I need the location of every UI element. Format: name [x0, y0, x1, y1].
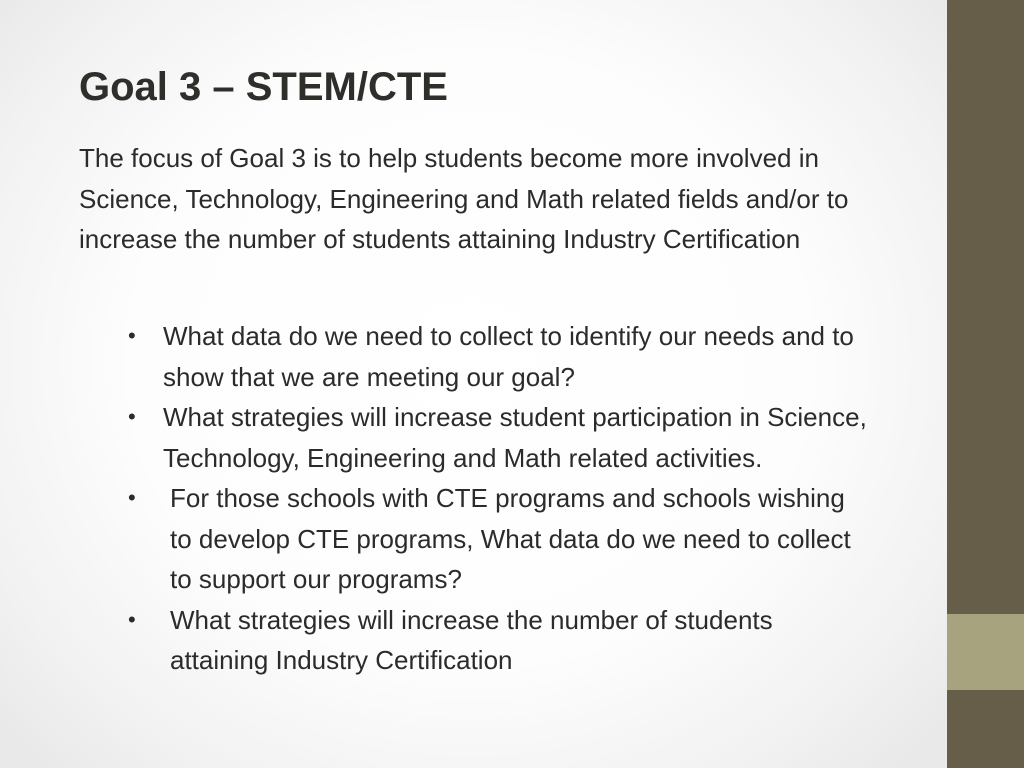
- bullet-dot-icon: •: [128, 323, 136, 348]
- slide-title: Goal 3 – STEM/CTE: [79, 65, 448, 109]
- bullet-dot-icon: •: [128, 606, 136, 632]
- side-accent-block: [947, 614, 1024, 690]
- intro-paragraph: The focus of Goal 3 is to help students become more involved in Science, Technology, Engineering and Math related fields and/or to increase the number of students attaining Industry Certification: [79, 143, 849, 254]
- bullet-dot-icon: •: [128, 404, 136, 429]
- bullet-text: For those schools with CTE programs and schools wishing to develop CTE programs, What data do we need to collect to support our programs?: [170, 483, 851, 594]
- bullet-text: What strategies will increase student participation in Science, Technology, Engineering and Math related activities.: [163, 402, 867, 473]
- bullet-text: What strategies will increase the number of students attaining Industry Certification: [170, 604, 773, 675]
- bullet-item: [0, 478, 851, 600]
- side-band: [947, 0, 1024, 768]
- bullet-list: [0, 316, 867, 681]
- bullet-dot-icon: •: [128, 485, 136, 510]
- bullet-item: [0, 316, 854, 397]
- bullet-text: What data do we need to collect to identify our needs and to show that we are meeting our goal?: [163, 321, 854, 392]
- bullet-item: [0, 600, 773, 681]
- bullet-item: [0, 397, 867, 478]
